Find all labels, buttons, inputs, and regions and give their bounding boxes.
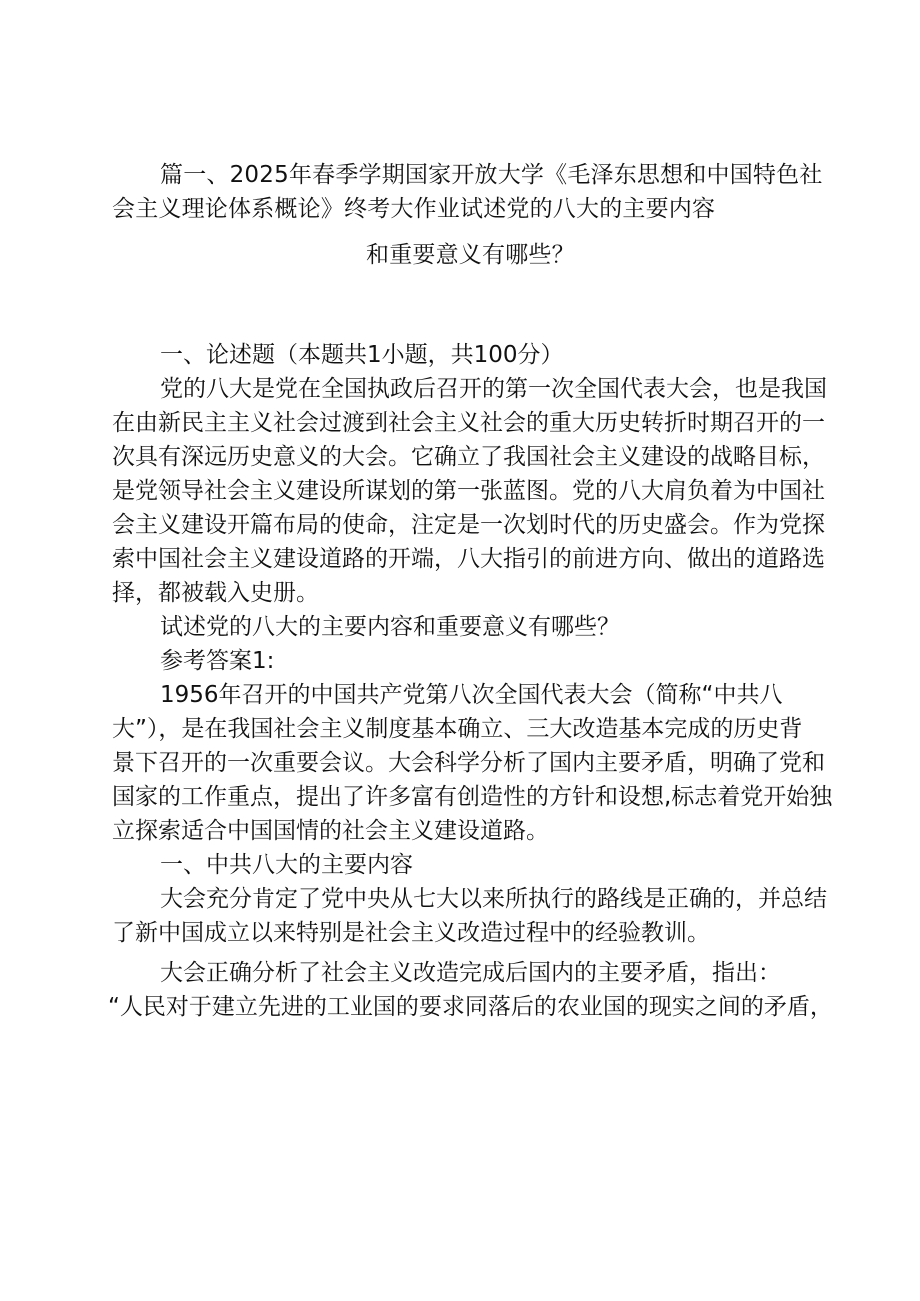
answer-line: 1956年召开的中国共产党第八次全国代表大会（简称“中共八	[160, 682, 783, 708]
answer-label: 参考答案1:	[160, 648, 275, 674]
content-line: 了新中国成立以来特别是社会主义改造过程中的经验教训。	[112, 920, 710, 946]
intro-line: 会主义建设开篇布局的使命，注定是一次划时代的历史盛会。作为党探	[112, 512, 825, 538]
section-heading: 一、论述题（本题共1小题，共100分）	[160, 342, 564, 368]
intro-line: 是党领导社会主义建设所谋划的第一张蓝图。党的八大肩负着为中国社	[112, 478, 825, 504]
title-line-1: 篇一、2025年春季学期国家开放大学《毛泽东思想和中国特色社	[160, 162, 823, 188]
answer-line: 国家的工作重点，提出了许多富有创造性的方针和设想,标志着党开始独	[112, 784, 833, 810]
intro-line: 索中国社会主义建设道路的开端，八大指引的前进方向、做出的道路选	[112, 546, 825, 572]
document-body	[108, 338, 842, 1024]
content-line: “人民对于建立先进的工业国的要求同落后的农业国的现实之间的矛盾，	[108, 994, 833, 1020]
sub-heading: 一、中共八大的主要内容	[160, 852, 413, 878]
answer-line: 大”），是在我国社会主义制度基本确立、三大改造基本完成的历史背	[112, 716, 803, 742]
answer-line: 立探索适合中国国情的社会主义建设道路。	[112, 818, 549, 844]
content-line: 大会正确分析了社会主义改造完成后国内的主要矛盾，指出：	[160, 960, 781, 986]
intro-line: 次具有深远历史意义的大会。它确立了我国社会主义建设的战略目标，	[112, 444, 825, 470]
answer-line: 景下召开的一次重要会议。大会科学分析了国内主要矛盾，明确了党和	[112, 750, 825, 776]
intro-line: 党的八大是党在全国执政后召开的第一次全国代表大会，也是我国	[160, 376, 827, 402]
intro-line: 择，都被载入史册。	[112, 580, 319, 606]
title-line-3: 和重要意义有哪些？	[366, 242, 575, 268]
title-line-2: 会主义理论体系概论》终考大作业试述党的八大的主要内容	[112, 196, 716, 222]
content-line: 大会充分肯定了党中央从七大以来所执行的路线是正确的，并总结	[160, 886, 827, 912]
document-title	[112, 158, 832, 272]
intro-line: 在由新民主主义社会过渡到社会主义社会的重大历史转折时期召开的一	[112, 410, 825, 436]
question-text: 试述党的八大的主要内容和重要意义有哪些？	[160, 614, 620, 640]
